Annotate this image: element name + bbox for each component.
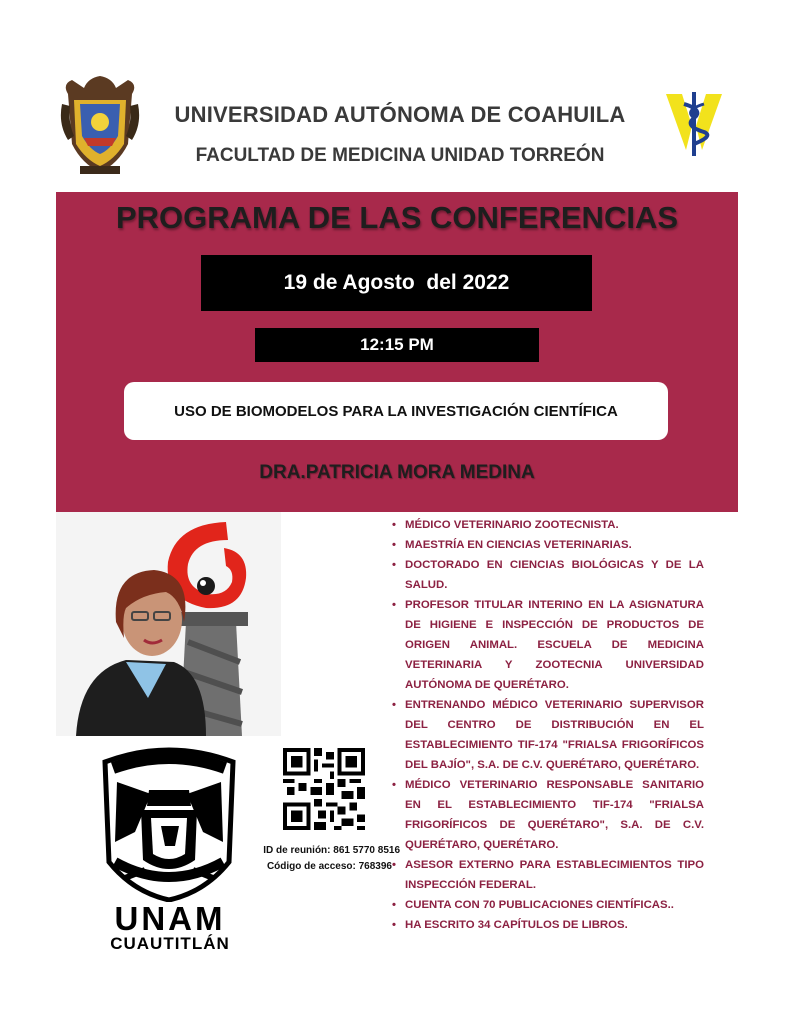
time-box [255, 328, 539, 362]
unam-campus: CUAUTITLÁN [110, 934, 230, 953]
faculty-name: FACULTAD DE MEDICINA UNIDAD TORREÓN [195, 145, 605, 166]
bio-item: • MAESTRÍA EN CIENCIAS VETERINARIAS. [390, 535, 704, 555]
uac-seal-icon [58, 74, 142, 178]
speaker-name: DRA.PATRICIA MORA MEDINA [259, 462, 535, 483]
speaker-bio-list [390, 515, 704, 935]
event-time: 12:15 PM [360, 335, 434, 354]
bio-item: • MÉDICO VETERINARIO RESPONSABLE SANITARIO EN EL ESTABLECIMIENTO TIF-174 "FRIALSA FRIGORÍFICOS DE QUERÉTARO", S.A. DE C.V. QUERÉTARO, QUERÉTARO. [390, 775, 704, 855]
qr-code-icon[interactable] [283, 748, 365, 830]
date-box [201, 255, 592, 311]
bio-item: • PROFESOR TITULAR INTERINO EN LA ASIGNATURA DE HIGIENE E INSPECCIÓN DE PRODUCTOS DE ORIGEN ANIMAL. ESCUELA DE MEDICINA VETERINARIA Y ZOOTECNIA UNIVERSIDAD AUTÓNOMA DE QUERÉTARO. [390, 595, 704, 695]
university-name: UNIVERSIDAD AUTÓNOMA DE COAHUILA [174, 102, 626, 127]
conference-topic: USO DE BIOMODELOS PARA LA INVESTIGACIÓN CIENTÍFICA [174, 402, 618, 420]
unam-name: UNAM [114, 900, 226, 937]
unam-seal-icon [95, 742, 243, 902]
topic-box [124, 382, 668, 440]
program-title: PROGRAMA DE LAS CONFERENCIAS [115, 200, 679, 235]
access-code: Código de acceso: 768396 [266, 861, 392, 872]
event-date: 19 de Agosto del 2022 [283, 271, 510, 294]
bio-item: • DOCTORADO EN CIENCIAS BIOLÓGICAS Y DE LA SALUD. [390, 555, 704, 595]
bio-item: • CUENTA CON 70 PUBLICACIONES CIENTÍFICAS.. [390, 895, 704, 915]
bio-item: • ASESOR EXTERNO PARA ESTABLECIMIENTOS TIPO INSPECCIÓN FEDERAL. [390, 855, 704, 895]
caduceus-icon [662, 90, 726, 158]
meeting-id: ID de reunión: 861 5770 8516 [263, 845, 400, 856]
bio-item: • ENTRENANDO MÉDICO VETERINARIO SUPERVISOR DEL CENTRO DE DISTRIBUCIÓN EN EL ESTABLECIMIENTO TIF-174 "FRIALSA FRIGORÍFICOS DEL BAJÍO", S.A. DE C.V. QUERÉTARO, QUERÉTARO. [390, 695, 704, 775]
bio-item: • MÉDICO VETERINARIO ZOOTECNISTA. [390, 515, 704, 535]
bio-item: • HA ESCRITO 34 CAPÍTULOS DE LIBROS. [390, 915, 704, 935]
speaker-photo [56, 512, 281, 736]
